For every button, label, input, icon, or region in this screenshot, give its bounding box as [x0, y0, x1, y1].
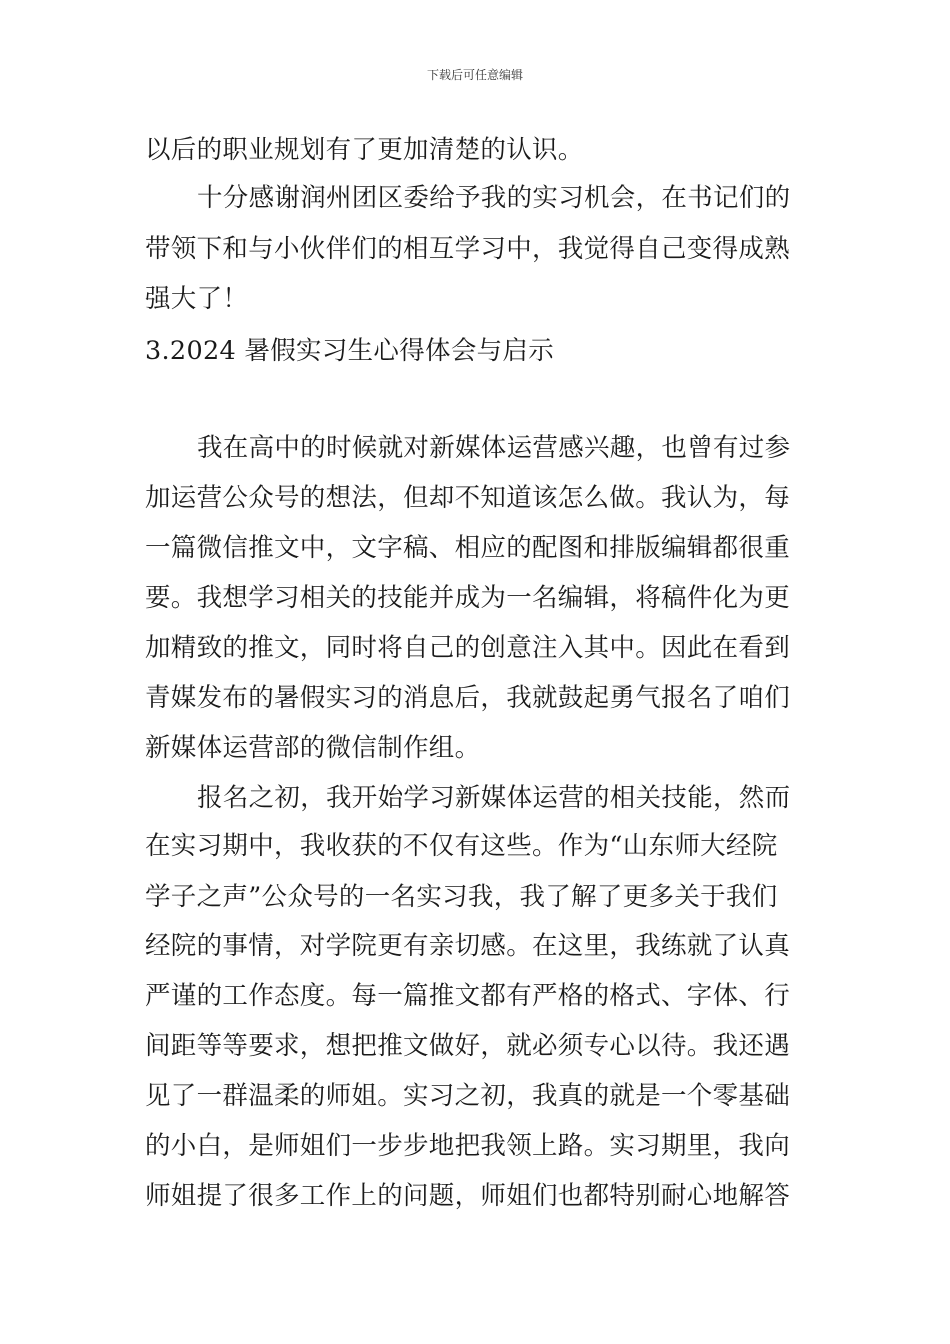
text-line: 加精致的推文，同时将自己的创意注入其中。因此在看到 — [145, 633, 791, 663]
text-line: 我在高中的时候就对新媒体运营感兴趣，也曾有过参 — [197, 433, 791, 463]
text-line: 要。我想学习相关的技能并成为一名编辑，将稿件化为更 — [145, 583, 791, 613]
text-line: 报名之初，我开始学习新媒体运营的相关技能，然而 — [197, 783, 791, 813]
section-heading: 3.2024 暑假实习生心得体会与启示 — [145, 336, 555, 366]
text-line: 间距等等要求，想把推文做好，就必须专心以待。我还遇 — [145, 1031, 791, 1061]
text-line: 在实习期中，我收获的不仅有这些。作为“山东师大经院 — [145, 831, 778, 861]
text-line: 带领下和与小伙伴们的相互学习中，我觉得自己变得成熟 — [145, 234, 791, 264]
text-line: 十分感谢润州团区委给予我的实习机会，在书记们的 — [197, 183, 791, 213]
text-line: 一篇微信推文中，文字稿、相应的配图和排版编辑都很重 — [145, 533, 791, 563]
text-line: 师姐提了很多工作上的问题，师姐们也都特别耐心地解答 — [145, 1181, 791, 1211]
text-line: 见了一群温柔的师姐。实习之初，我真的就是一个零基础 — [145, 1081, 791, 1111]
text-line: 以后的职业规划有了更加清楚的认识。 — [145, 135, 584, 165]
page-header: 下载后可任意编辑 — [426, 68, 523, 82]
text-line: 青媒发布的暑假实习的消息后，我就鼓起勇气报名了咱们 — [145, 683, 791, 713]
text-line: 加运营公众号的想法，但却不知道该怎么做。我认为，每 — [145, 483, 791, 513]
text-line: 强大了！ — [145, 284, 249, 314]
text-line: 的小白，是师姐们一步步地把我领上路。实习期里，我向 — [145, 1131, 791, 1161]
text-line: 新媒体运营部的微信制作组。 — [145, 733, 481, 763]
text-line: 学子之声”公众号的一名实习我，我了解了更多关于我们 — [145, 882, 778, 912]
text-line: 严谨的工作态度。每一篇推文都有严格的格式、字体、行 — [145, 981, 791, 1011]
text-line: 经院的事情，对学院更有亲切感。在这里，我练就了认真 — [145, 931, 791, 961]
